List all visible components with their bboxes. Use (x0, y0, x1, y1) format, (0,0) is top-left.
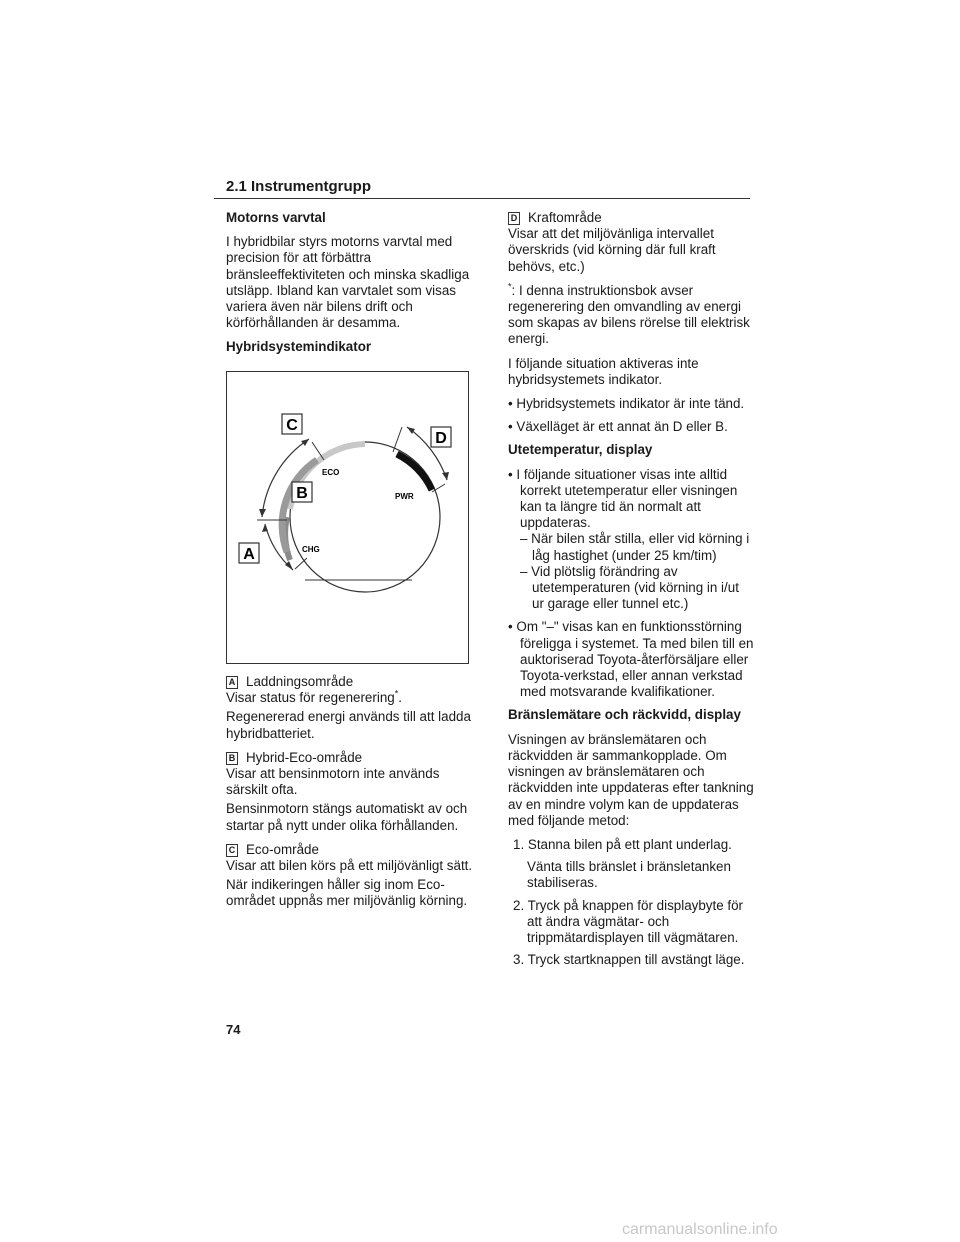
range-tick-b (295, 558, 307, 569)
left-column (226, 210, 476, 364)
item-d-text: Visar att det miljövänliga intervallet överskrids (vid körning där full kraft behövs, etc.) (508, 226, 716, 274)
arrow-d-head-1 (407, 427, 415, 434)
item-a-text1-main: Visar status för regenerering (226, 690, 395, 706)
heading-hybrid-indicator: Hybridsystemindikator (226, 339, 372, 355)
step-1-detail: Vänta tills bränslet i bränsletanken stabiliseras. (527, 859, 731, 891)
bullet-gear-position: • Växelläget är ett annat än D eller B. (508, 419, 728, 435)
item-c-text1: Visar att bilen körs på ett miljövänligt sätt. (226, 858, 473, 874)
sub-bullet-sudden-change: – Vid plötslig förändring av utetemperaturen (vid körning in i/ut ur garage eller tunnel etc.) (520, 563, 739, 612)
section-header: 2.1 Instrumentgrupp (226, 178, 372, 195)
arrow-d-head-2 (442, 472, 449, 480)
heading-outside-temp: Utetemperatur, display (508, 442, 653, 458)
arrow-c-head-1 (259, 509, 266, 517)
badge-b: B (226, 752, 238, 765)
page-number: 74 (226, 1022, 241, 1037)
bullet-temp-inaccurate: • I följande situationer visas inte alltid korrekt utetemperatur eller visningen kan ta längre tid än normalt att uppdateras. (508, 466, 738, 531)
paragraph-rpm: I hybridbilar styrs motorns varvtal med precision för att förbättra bränsleeffektiviteten och minska skadliga utsläpp. Ibland kan varvtalet som visas variera även när bilens drift och körförhållanden är desamma. (226, 234, 470, 331)
footnote-text: : I denna instruktionsbok avser regenerering den omvandling av energi som skapas av bilens rörelse till elektrisk energi. (508, 282, 750, 347)
item-b (226, 750, 476, 766)
footnote-sup: * (508, 281, 512, 292)
item-b-text1: Visar att bensinmotorn inte används särskilt ofta. (226, 766, 440, 798)
range-tick-c (312, 442, 324, 460)
chg-text: CHG (302, 545, 320, 554)
gauge-diagram (227, 372, 468, 663)
arrow-a-head-1 (285, 561, 293, 570)
right-column (508, 210, 754, 974)
bullet-indicator-off: • Hybridsystemets indikator är inte tänd. (508, 396, 745, 412)
item-a-text2: Regenererad energi används till att ladda hybridbatteriet. (226, 709, 471, 741)
pwr-text: PWR (395, 492, 414, 501)
left-column-lower (226, 674, 476, 918)
paragraph-inactive: I följande situation aktiveras inte hybridsystemets indikator. (508, 355, 699, 387)
item-a-sup: * (394, 688, 399, 699)
item-a-text1-end: . (398, 690, 402, 706)
arrow-c-head-2 (301, 439, 309, 446)
item-c-title: Eco-område (246, 841, 319, 857)
eco-text: ECO (322, 468, 340, 477)
label-b: B (296, 485, 308, 502)
badge-a: A (226, 676, 238, 689)
step-2: 2. Tryck på knappen för displaybyte för att ändra vägmätar- och trippmätardisplayen till vägmätaren. (513, 897, 743, 945)
label-d: D (435, 430, 447, 447)
step-1: 1. Stanna bilen på ett plant underlag. (513, 836, 732, 852)
item-d-title: Kraftområde (528, 210, 602, 225)
hybrid-indicator-figure (226, 371, 469, 664)
watermark: carmanualsonline.info (622, 1221, 778, 1238)
header-divider (214, 198, 750, 199)
badge-c: C (226, 844, 238, 857)
paragraph-fuel: Visningen av bränslemätaren och räckvidden är sammankopplade. Om visningen av bränslemätaren och räckvidden inte uppdateras efter tankning av en mindre volym kan de uppdateras med följande metod: (508, 731, 754, 828)
bullet-malfunction: • Om "–" visas kan en funktionsstörning föreligga i systemet. Ta med bilen till en auktoriserad Toyota-återförsäljare eller Toyota-verkstad, eller annan verkstad med motsvarande kvalifikationer. (508, 619, 754, 700)
footnote (508, 283, 754, 348)
item-c (226, 842, 476, 858)
item-a-title: Laddningsområde (246, 674, 354, 689)
item-b-title: Hybrid-Eco-område (246, 749, 363, 765)
item-d (508, 210, 754, 226)
item-a (226, 674, 476, 690)
pwr-band (397, 454, 432, 490)
arrow-a-head-2 (262, 524, 268, 532)
label-a: A (243, 546, 255, 563)
heading-fuel-gauge: Bränslemätare och räckvidd, display (508, 707, 741, 723)
item-c-text2: När indikeringen håller sig inom Eco-området uppnås mer miljövänlig körning. (226, 877, 468, 909)
label-c: C (286, 417, 298, 434)
item-a-text1 (226, 690, 476, 706)
step-3: 3. Tryck startknappen till avstängt läge. (513, 952, 745, 968)
range-tick-d (393, 427, 402, 452)
heading-rpm: Motorns varvtal (226, 210, 326, 225)
sub-bullet-standstill: – När bilen står stilla, eller vid körning i låg hastighet (under 25 km/tim) (520, 531, 750, 563)
item-b-text2: Bensinmotorn stängs automatiskt av och startar på nytt under olika förhållanden. (226, 801, 468, 833)
badge-d: D (508, 212, 520, 225)
